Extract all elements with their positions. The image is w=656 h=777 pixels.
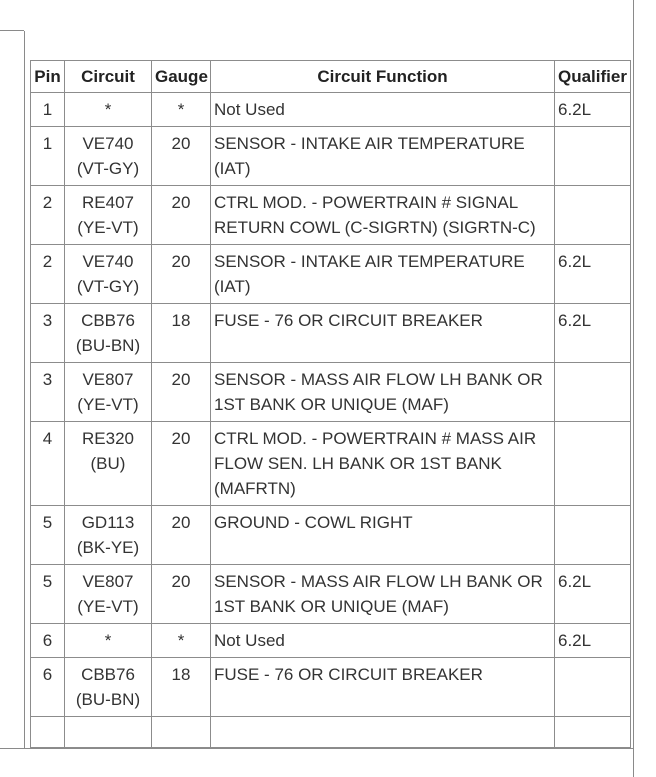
header-gauge: Gauge: [152, 61, 211, 93]
gauge-cell: [152, 127, 211, 186]
circuit-cell: [65, 506, 152, 565]
function-cell: [211, 304, 555, 363]
table-row: [31, 422, 631, 506]
function-cell: [211, 245, 555, 304]
pin-number: 5: [42, 572, 53, 591]
circuit-id: CBB76: [81, 311, 135, 330]
wire-gauge: *: [177, 631, 185, 650]
pin-cell: [31, 127, 65, 186]
circuit-cell: [65, 245, 152, 304]
qualifier-cell: [555, 422, 631, 506]
header-qualifier: Qualifier: [555, 61, 631, 93]
circuit-function: CTRL MOD. - POWERTRAIN # SIGNAL RETURN COWL (C-SIGRTN) (SIGRTN-C): [214, 193, 536, 237]
gauge-cell: [152, 93, 211, 127]
pin-number: 6: [42, 631, 53, 650]
function-cell: [211, 93, 555, 127]
pin-cell: [31, 565, 65, 624]
function-cell: [211, 186, 555, 245]
circuit-cell: [65, 127, 152, 186]
table-row: [31, 658, 631, 717]
table-row: [31, 565, 631, 624]
pin-number: 1: [42, 134, 53, 153]
gauge-cell: [152, 658, 211, 717]
pin-number: 4: [42, 429, 53, 448]
qualifier-value: 6.2L: [558, 572, 592, 591]
pin-cell: [31, 93, 65, 127]
circuit-function: CTRL MOD. - POWERTRAIN # MASS AIR FLOW SEN. LH BANK OR 1ST BANK (MAFRTN): [214, 429, 537, 498]
function-cell: [211, 363, 555, 422]
pin-cell: [31, 422, 65, 506]
circuit-cell: [65, 363, 152, 422]
circuit-id: GD113: [81, 513, 135, 532]
frame-right-divider: [633, 0, 634, 777]
circuit-id: RE320: [82, 429, 134, 448]
gauge-cell: [152, 506, 211, 565]
wire-gauge: 20: [171, 572, 191, 591]
qualifier-cell: [555, 363, 631, 422]
wire-color: (BK-YE): [76, 538, 140, 557]
frame-left-divider: [24, 31, 25, 749]
circuit-function: Not Used: [214, 100, 285, 119]
table-row: [31, 717, 631, 748]
pin-number: 6: [42, 665, 53, 684]
gauge-cell: [152, 624, 211, 658]
wire-gauge: 20: [171, 370, 191, 389]
wire-color: (YE-VT): [77, 395, 139, 414]
pin-number: 2: [42, 193, 53, 212]
wire-color: (VT-GY): [76, 159, 140, 178]
gauge-cell: [152, 245, 211, 304]
gauge-cell: [152, 304, 211, 363]
circuit-function: SENSOR - MASS AIR FLOW LH BANK OR 1ST BANK OR UNIQUE (MAF): [214, 370, 543, 414]
circuit-function: Not Used: [214, 631, 285, 650]
header-circuit: Circuit: [65, 61, 152, 93]
gauge-cell: [152, 422, 211, 506]
wire-color: (BU-BN): [75, 690, 141, 709]
circuit-cell: [65, 422, 152, 506]
circuit-id: CBB76: [81, 665, 135, 684]
pin-cell: [31, 245, 65, 304]
function-cell: [211, 127, 555, 186]
circuit-function: SENSOR - INTAKE AIR TEMPERATURE (IAT): [214, 134, 525, 178]
pin-number: 3: [42, 370, 53, 389]
wire-gauge: 20: [171, 429, 191, 448]
circuit-cell: [65, 93, 152, 127]
qualifier-cell: [555, 186, 631, 245]
gauge-cell: [152, 717, 211, 748]
connector-pinout-table: [30, 60, 631, 748]
wire-color: (YE-VT): [77, 218, 139, 237]
wire-color: (BU-BN): [75, 336, 141, 355]
gauge-cell: [152, 565, 211, 624]
table-row: [31, 93, 631, 127]
header-pin: Pin: [31, 61, 65, 93]
wire-gauge: 18: [171, 665, 191, 684]
circuit-id: VE807: [82, 572, 134, 591]
qualifier-cell: [555, 565, 631, 624]
circuit-cell: [65, 624, 152, 658]
wire-color: (VT-GY): [76, 277, 140, 296]
qualifier-value: 6.2L: [558, 100, 592, 119]
header-circuit-function: Circuit Function: [211, 61, 555, 93]
wire-gauge: *: [177, 100, 185, 119]
pin-number: 1: [42, 100, 53, 119]
qualifier-value: 6.2L: [558, 631, 592, 650]
gauge-cell: [152, 186, 211, 245]
circuit-cell: [65, 565, 152, 624]
qualifier-cell: [555, 127, 631, 186]
pin-cell: [31, 717, 65, 748]
gauge-cell: [152, 363, 211, 422]
circuit-cell: [65, 658, 152, 717]
qualifier-cell: [555, 245, 631, 304]
wire-gauge: 20: [171, 134, 191, 153]
wire-color: (BU): [90, 454, 126, 473]
circuit-cell: [65, 304, 152, 363]
pin-number: 5: [42, 513, 53, 532]
pin-cell: [31, 363, 65, 422]
pin-number: 2: [42, 252, 53, 271]
wire-color: (YE-VT): [77, 597, 139, 616]
pin-cell: [31, 186, 65, 245]
circuit-id: VE740: [82, 252, 134, 271]
qualifier-cell: [555, 658, 631, 717]
qualifier-cell: [555, 506, 631, 565]
table-row: [31, 127, 631, 186]
table-row: [31, 506, 631, 565]
circuit-id: RE407: [82, 193, 134, 212]
frame-bottom-divider: [0, 748, 634, 749]
table-row: [31, 245, 631, 304]
function-cell: [211, 658, 555, 717]
function-cell: [211, 422, 555, 506]
wire-gauge: 20: [171, 252, 191, 271]
pin-cell: [31, 658, 65, 717]
table-row: [31, 363, 631, 422]
circuit-function: SENSOR - INTAKE AIR TEMPERATURE (IAT): [214, 252, 525, 296]
qualifier-cell: [555, 717, 631, 748]
circuit-id: VE740: [82, 134, 134, 153]
circuit-cell: [65, 717, 152, 748]
qualifier-cell: [555, 93, 631, 127]
qualifier-value: 6.2L: [558, 311, 592, 330]
function-cell: [211, 565, 555, 624]
table-header-row: [31, 61, 631, 93]
wire-gauge: 20: [171, 513, 191, 532]
table-row: [31, 186, 631, 245]
pin-cell: [31, 624, 65, 658]
circuit-cell: [65, 186, 152, 245]
qualifier-cell: [555, 624, 631, 658]
wire-gauge: 20: [171, 193, 191, 212]
table-body: [31, 93, 631, 748]
circuit-id: VE807: [82, 370, 134, 389]
circuit-function: FUSE - 76 OR CIRCUIT BREAKER: [214, 665, 483, 684]
pin-cell: [31, 506, 65, 565]
table-row: [31, 624, 631, 658]
pin-number: 3: [42, 311, 53, 330]
table-row: [31, 304, 631, 363]
wire-gauge: 18: [171, 311, 191, 330]
circuit-id: *: [104, 631, 112, 650]
circuit-function: FUSE - 76 OR CIRCUIT BREAKER: [214, 311, 483, 330]
function-cell: [211, 506, 555, 565]
pin-cell: [31, 304, 65, 363]
function-cell: [211, 624, 555, 658]
circuit-function: SENSOR - MASS AIR FLOW LH BANK OR 1ST BANK OR UNIQUE (MAF): [214, 572, 543, 616]
qualifier-value: 6.2L: [558, 252, 592, 271]
frame-top-divider: [0, 30, 24, 31]
qualifier-cell: [555, 304, 631, 363]
function-cell: [211, 717, 555, 748]
circuit-function: GROUND - COWL RIGHT: [214, 513, 413, 532]
circuit-id: *: [104, 100, 112, 119]
